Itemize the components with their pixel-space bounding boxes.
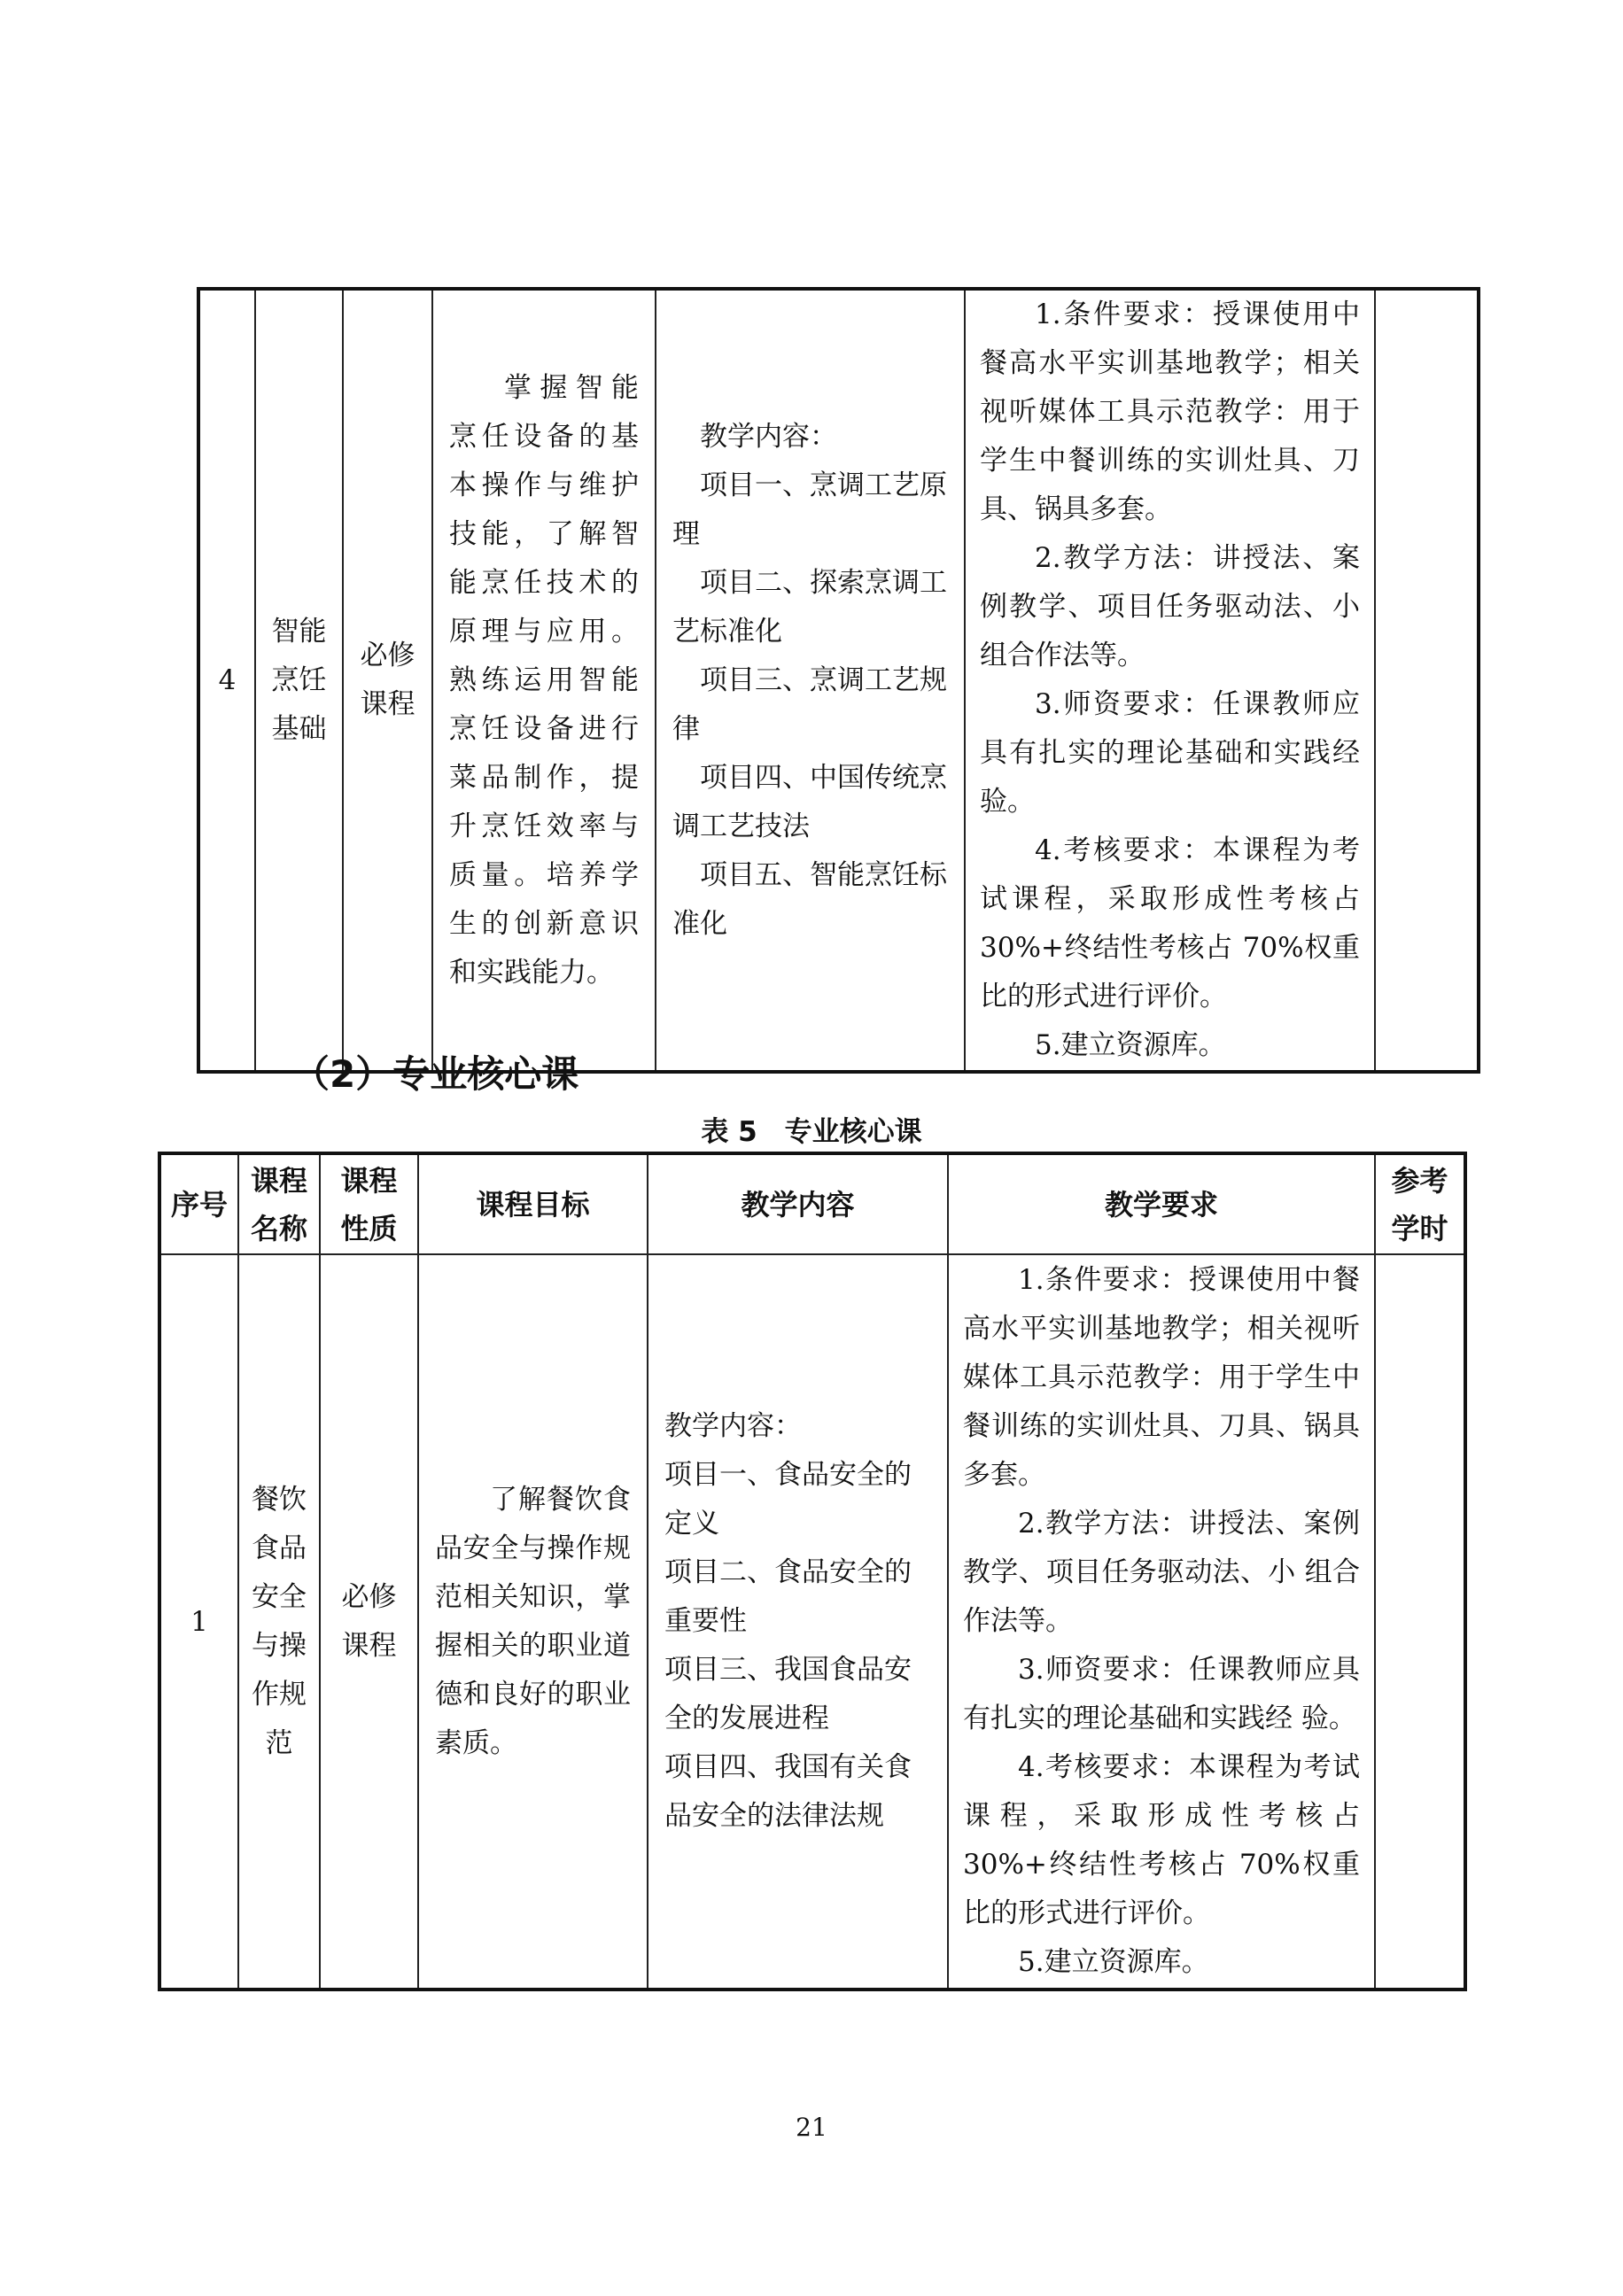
course-requirements: 1.条件要求：授课使用中餐高水平实训基地教学；相关视听媒体工具示范教学：用于学生中餐训练的实训灶具、刀具、锅具多套。 2.教学方法：讲授法、案例教学、项目任务驱动法、小 组合作法等。 3.师资要求：任课教师应具有扎实的理论基础和实践经 验。 4.考核要求：本课程为考试课程，采取形成性考核占 30%+终结性考核占 70%权重比的形式进行评价。 5.建立资源库。: [965, 289, 1375, 1072]
course-table-continued: [197, 287, 1480, 1074]
header-name: 课程 名称: [238, 1153, 320, 1254]
course-nature: 必修 课程: [343, 289, 432, 1072]
header-req: 教学要求: [948, 1153, 1375, 1254]
table-row: [159, 1254, 1465, 1990]
course-hours: [1375, 289, 1479, 1072]
course-name: 餐饮 食品 安全 与操 作规 范: [238, 1254, 320, 1990]
course-goal: 掌握智能烹任设备的基本操作与维护技能，了解智能烹任技术的原理与应用。熟练运用智能烹饪设备进行菜品制作，提升烹饪效率与质量。培养学生的创新意识和实践能力。: [432, 289, 656, 1072]
section-heading: （2）专业核心课: [292, 1052, 579, 1096]
table-header-row: [159, 1153, 1465, 1254]
course-goal: 了解餐饮食品安全与操作规范相关知识，掌握相关的职业道德和良好的职业素质。: [418, 1254, 648, 1990]
header-nature: 课程 性质: [320, 1153, 418, 1254]
header-hours: 参考 学时: [1375, 1153, 1465, 1254]
course-requirements: 1.条件要求：授课使用中餐高水平实训基地教学；相关视听媒体工具示范教学：用于学生中餐训练的实训灶具、刀具、锅具多套。 2.教学方法：讲授法、案例教学、项目任务驱动法、小 组合作法等。 3.师资要求：任课教师应具有扎实的理论基础和实践经 验。 4.考核要求：本课程为考试课程，采取形成性考核占 30%+终结性考核占 70%权重比的形式进行评价。 5.建立资源库。: [948, 1254, 1375, 1990]
header-num: 序号: [159, 1153, 238, 1254]
course-content: 教学内容： 项目一、烹调工艺原理 项目二、探索烹调工艺标准化 项目三、烹调工艺规律 项目四、中国传统烹调工艺技法 项目五、智能烹饪标准化: [656, 289, 965, 1072]
course-number: 1: [159, 1254, 238, 1990]
course-nature: 必修 课程: [320, 1254, 418, 1990]
table-row: [198, 289, 1479, 1072]
header-goal: 课程目标: [418, 1153, 648, 1254]
course-name: 智能 烹饪 基础: [255, 289, 343, 1072]
core-course-table: [158, 1152, 1467, 1991]
course-content: 教学内容： 项目一、食品安全的定义 项目二、食品安全的重要性 项目三、我国食品安全的发展进程 项目四、我国有关食品安全的法律法规: [648, 1254, 948, 1990]
page-number: 21: [796, 2113, 827, 2142]
course-hours: [1375, 1254, 1465, 1990]
course-number: 4: [198, 289, 255, 1072]
header-content: 教学内容: [648, 1153, 948, 1254]
table-caption: 表 5 专业核心课: [701, 1116, 922, 1148]
